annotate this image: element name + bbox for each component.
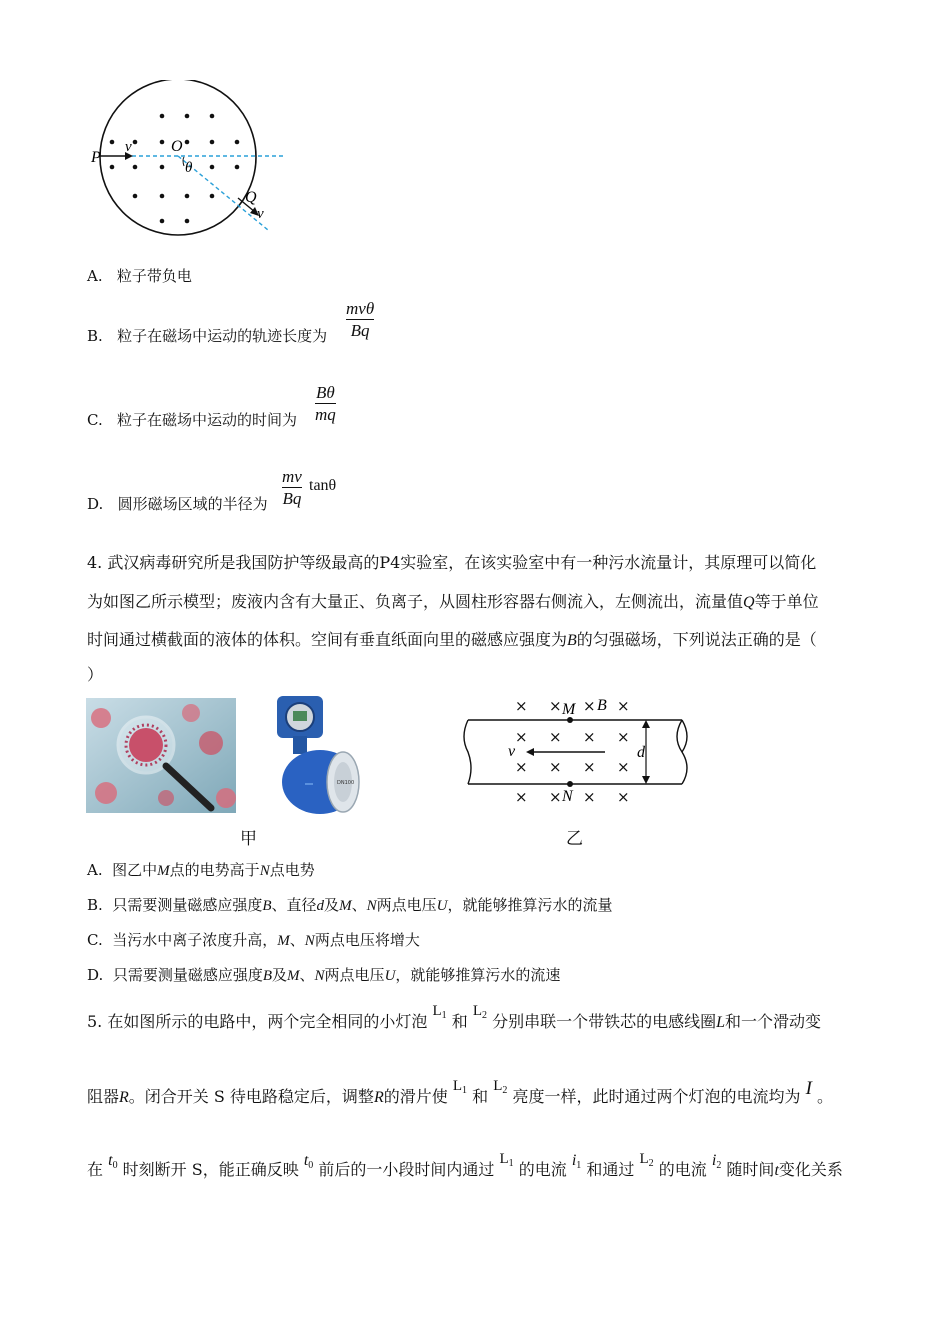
svg-text:DN100: DN100 [337,780,355,786]
option-text: 圆形磁场区域的半径为 [117,495,268,513]
q3-d-tan: tanθ [309,477,337,494]
flowmeter-photo [265,692,365,817]
svg-text:×: × [617,788,630,806]
svg-text:×: × [549,788,562,806]
option-text: 粒子在磁场中运动的轨迹长度为 [117,327,328,345]
svg-text:×: × [549,697,562,715]
label-v-out: v [257,206,264,222]
svg-text:×: × [549,728,562,746]
label-d: d [637,744,645,761]
q5-stem-line2: 阻器R。闭合开关 S 待电路稳定后，调整R的滑片使 $L_1$ 和 $L_2$ 亮度一样，此时通过两个灯泡的电流均为 I 。 [87,1078,834,1106]
label-Q: Q [245,189,257,206]
svg-text:×: × [617,697,630,715]
svg-text:×: × [617,758,630,776]
svg-text:×: × [515,788,528,806]
label-P: P [91,149,101,166]
q4-option-d[interactable]: D. 只需要测量磁感应强度B及M、N两点电压U，就能够推算污水的流速 [87,966,561,984]
numerator: mvθ [346,299,375,318]
circular-field-figure [85,80,305,240]
option-prefix: B. [87,327,103,345]
caption-jia: 甲 [240,829,257,849]
q4-option-b[interactable]: B. 只需要测量磁感应强度B、直径d及M、N两点电压U，就能够推算污水的流量 [87,896,613,914]
label-v: v [508,743,516,760]
q3-option-d[interactable] [87,494,268,514]
label-M: M [562,701,576,718]
label-N: N [562,788,573,805]
label-O: O [171,138,183,155]
option-text: 粒子带负电 [116,267,192,285]
q4-option-c[interactable]: C. 当污水中离子浓度升高，M、N两点电压将增大 [87,931,420,949]
denominator: mq [315,405,336,424]
svg-text:×: × [515,697,528,715]
q4-stem-line1: 4. 武汉病毒研究所是我国防护等级最高的P4实验室，在该实验室中有一种污水流量计，其原理可以简化 [87,553,817,572]
option-prefix: A. [87,267,103,285]
field-dots [110,114,240,224]
label-v-in: v [125,139,132,155]
numerator: mv [282,467,302,486]
svg-text:×: × [515,728,528,746]
svg-text:×: × [583,697,596,715]
q4-stem-line3: 时间通过横截面的液体的体积。空间有垂直纸面向里的磁感应强度为B的匀强磁场，下列说法正确的是（ [87,630,817,649]
option-prefix: D. [87,495,104,513]
option-prefix: C. [87,411,103,429]
q4-stem-line2: 为如图乙所示模型；废液内含有大量正、负离子，从圆柱形容器右侧流入，左侧流出，流量值Q等于单位 [87,592,819,611]
q5-stem-line1: 5. 在如图所示的电路中，两个完全相同的小灯泡 $L_1$ 和 $L_2$ 分别串联一个带铁芯的电感线圈L和一个滑动变 [87,1003,822,1031]
virus-photo [86,698,236,813]
q3-c-fraction [315,382,336,425]
caption-yi: 乙 [566,829,583,849]
q4-option-a[interactable]: A. 图乙中M点的电势高于N点电势 [87,861,315,879]
pipe-field-figure [460,692,700,812]
svg-text:×: × [617,728,630,746]
numerator: Bθ [316,383,335,402]
svg-text:×: × [583,788,596,806]
q3-option-b[interactable] [87,326,327,346]
q3-option-c[interactable] [87,410,297,430]
svg-text:×: × [549,758,562,776]
q5-stem-line3: 在 $t_0$ 时刻断开 S，能正确反映 $t_0$ 前后的一小段时间内通过 $L_1$ 的电流 $i_1$ 和通过 $L_2$ 的电流 $i_2$ 随时间t变化关系 [87,1151,843,1179]
denominator: Bq [350,321,370,340]
svg-text:×: × [583,728,596,746]
label-theta: θ [185,160,193,176]
svg-text:×: × [583,758,596,776]
q3-d-fraction [282,466,302,509]
q3-option-a[interactable] [87,266,192,286]
svg-text:×: × [515,758,528,776]
q4-stem-line4: ） [87,665,104,684]
label-B: B [597,697,607,714]
denominator: Bq [282,489,302,508]
option-text: 粒子在磁场中运动的时间为 [117,411,298,429]
q3-b-fraction [346,298,374,341]
